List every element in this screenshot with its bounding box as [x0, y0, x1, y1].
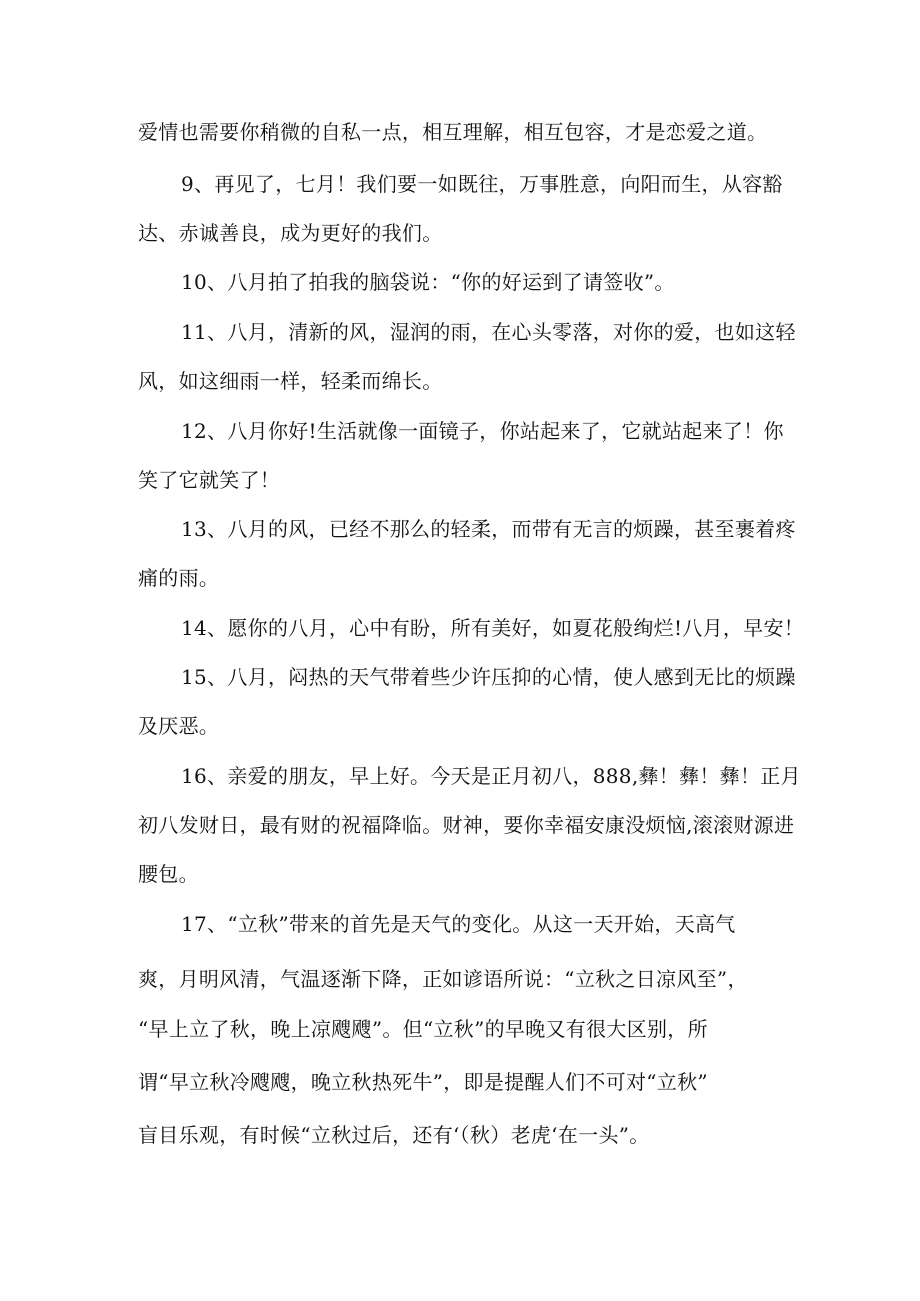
paragraph-line: 爽，月明风清，气温逐渐下降，正如谚语所说：“立秋之日凉风至”， [138, 967, 748, 991]
paragraph-line: 16、亲爱的朋友，早上好。今天是正月初八，888,彝！彝！彝！正月 [181, 764, 801, 788]
paragraph-line: 风，如这细雨一样，轻柔而绵长。 [138, 369, 443, 393]
paragraph-line: 腰包。 [138, 862, 199, 886]
paragraph-line: 10、八月拍了拍我的脑袋说：“你的好运到了请签收”。 [181, 270, 675, 294]
paragraph-line: 达、赤诚善良，成为更好的我们。 [138, 221, 443, 245]
paragraph-line: 初八发财日，最有财的祝福降临。财神，要你幸福安康没烦恼,滚滚财源进 [138, 813, 795, 837]
paragraph-line: 14、愿你的八月，心中有盼，所有美好，如夏花般绚烂!八月，早安！ [181, 616, 805, 640]
paragraph-line: 痛的雨。 [138, 566, 220, 590]
paragraph-line: 爱情也需要你稍微的自私一点，相互理解，相互包容，才是恋爱之道。 [138, 120, 768, 144]
paragraph-line: 盲目乐观，有时候“立秋过后，还有‘（秋）老虎‘在一头”。 [138, 1123, 650, 1147]
paragraph-line: 12、八月你好!生活就像一面镜子，你站起来了，它就站起来了！你 [181, 419, 784, 443]
paragraph-line: 11、八月，清新的风，湿润的雨，在心头零落，对你的爱，也如这轻 [181, 320, 796, 344]
paragraph-line: 及厌恶。 [138, 714, 220, 738]
paragraph-line: 谓“早立秋冷飕飕，晚立秋热死牛”，即是提醒人们不可对“立秋” [138, 1070, 708, 1094]
paragraph-line: “早上立了秋，晚上凉飕飕”。但“立秋”的早晚又有很大区别，所 [138, 1017, 708, 1041]
paragraph-line: 9、再见了，七月！我们要一如既往，万事胜意，向阳而生，从容豁 [181, 172, 783, 196]
paragraph-line: 15、八月，闷热的天气带着些少许压抑的心情，使人感到无比的烦躁 [181, 665, 796, 689]
paragraph-line: 笑了它就笑了！ [138, 468, 281, 492]
paragraph-line: 13、八月的风，已经不那么的轻柔，而带有无言的烦躁，甚至裹着疼 [181, 517, 796, 541]
paragraph-line: 17、“立秋”带来的首先是天气的变化。从这一天开始，天高气 [181, 912, 736, 936]
